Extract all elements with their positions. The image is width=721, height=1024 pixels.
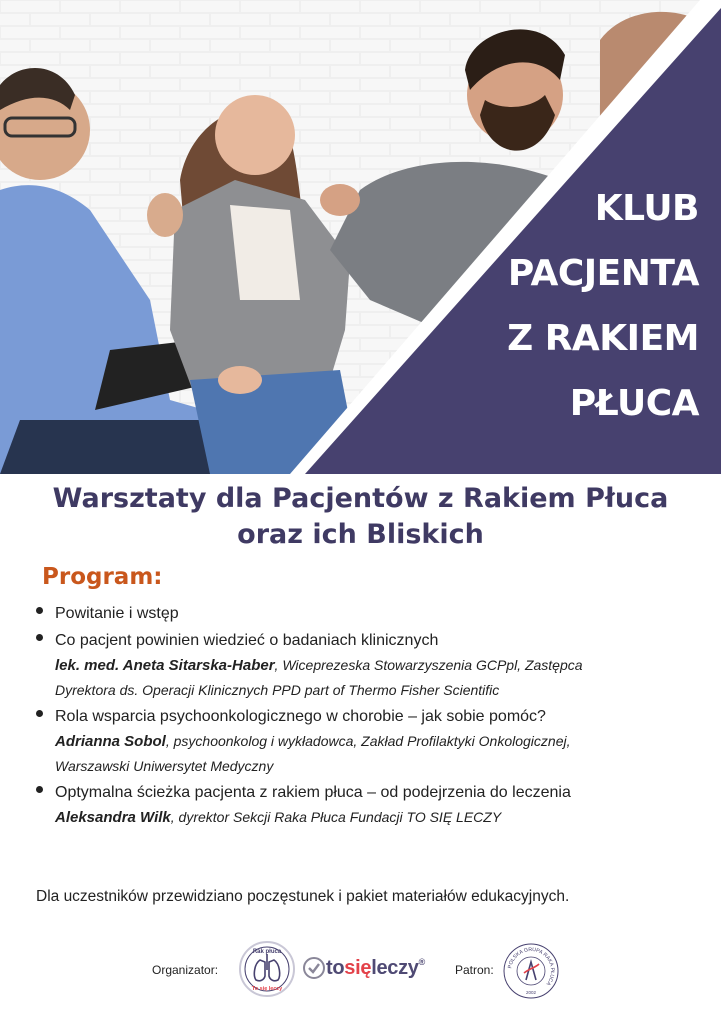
program-heading: Program: [42, 564, 163, 590]
bullet-icon [36, 634, 43, 641]
club-title-line: KLUB [594, 188, 699, 229]
rak-pluca-logo [238, 940, 296, 998]
bullet-icon [36, 710, 43, 717]
program-list [36, 602, 706, 833]
logo-text: To się leczy [251, 986, 283, 992]
club-title [399, 176, 699, 436]
speaker-info [55, 805, 706, 830]
program-topic: Powitanie i wstęp [55, 605, 179, 622]
program-item [36, 781, 706, 830]
seal-year: 2002 [525, 990, 537, 995]
headline-line: oraz ich Bliskich [237, 519, 484, 550]
program-item [36, 705, 706, 778]
speaker-role: , Wiceprezeska Stowarzyszenia GCPpl, Zastępca [274, 657, 583, 673]
tosieleczy-wordmark: tosięleczy® [326, 956, 425, 979]
program-topic: Optymalna ścieżka pacjenta z rakiem płuca – od podejrzenia do leczenia [55, 784, 571, 801]
program-item [36, 602, 706, 626]
speaker-role-continued: Warszawski Uniwersytet Medyczny [55, 758, 274, 774]
tosieleczy-logo [302, 954, 425, 982]
speaker-name: Aleksandra Wilk [55, 809, 171, 826]
seal-ring-text: POLSKA GRUPA RAKA PŁUCA [507, 946, 556, 987]
organizer-label: Organizator: [152, 963, 219, 977]
speaker-role: , psychoonkolog i wykładowca, Zakład Profilaktyki Onkologicznej, [165, 733, 571, 749]
footer-logos [0, 940, 721, 1010]
bullet-icon [36, 607, 43, 614]
club-title-line: PACJENTA [507, 253, 699, 294]
bullet-icon [36, 786, 43, 793]
check-circle-icon [302, 956, 326, 980]
speaker-info [55, 729, 706, 754]
program-topic: Rola wsparcia psychoonkologicznego w chorobie – jak sobie pomóc? [55, 708, 546, 725]
speaker-name: Adrianna Sobol [55, 733, 166, 750]
speaker-role: , dyrektor Sekcji Raka Płuca Fundacji TO SIĘ LECZY [170, 809, 502, 825]
refreshments-note: Dla uczestników przewidziano poczęstunek i pakiet materiałów edukacyjnych. [36, 888, 570, 905]
program-topic: Co pacjent powinien wiedzieć o badaniach klinicznych [55, 632, 439, 649]
patron-label: Patron: [455, 963, 494, 977]
headline-line: Warsztaty dla Pacjentów z Rakiem Płuca [52, 483, 669, 514]
club-title-line: PŁUCA [569, 383, 699, 424]
speaker-info [55, 653, 706, 678]
polska-grupa-raka-pluca-seal [502, 942, 560, 1000]
club-title-line: Z RAKIEM [507, 318, 699, 359]
logo-text: Rak płuca [252, 949, 282, 955]
workshop-headline [0, 481, 721, 553]
speaker-role-continued: Dyrektora ds. Operacji Klinicznych PPD part of Thermo Fisher Scientific [55, 682, 500, 698]
program-item [36, 629, 706, 702]
speaker-name: lek. med. Aneta Sitarska-Haber [55, 657, 275, 674]
hero-banner [0, 0, 721, 474]
